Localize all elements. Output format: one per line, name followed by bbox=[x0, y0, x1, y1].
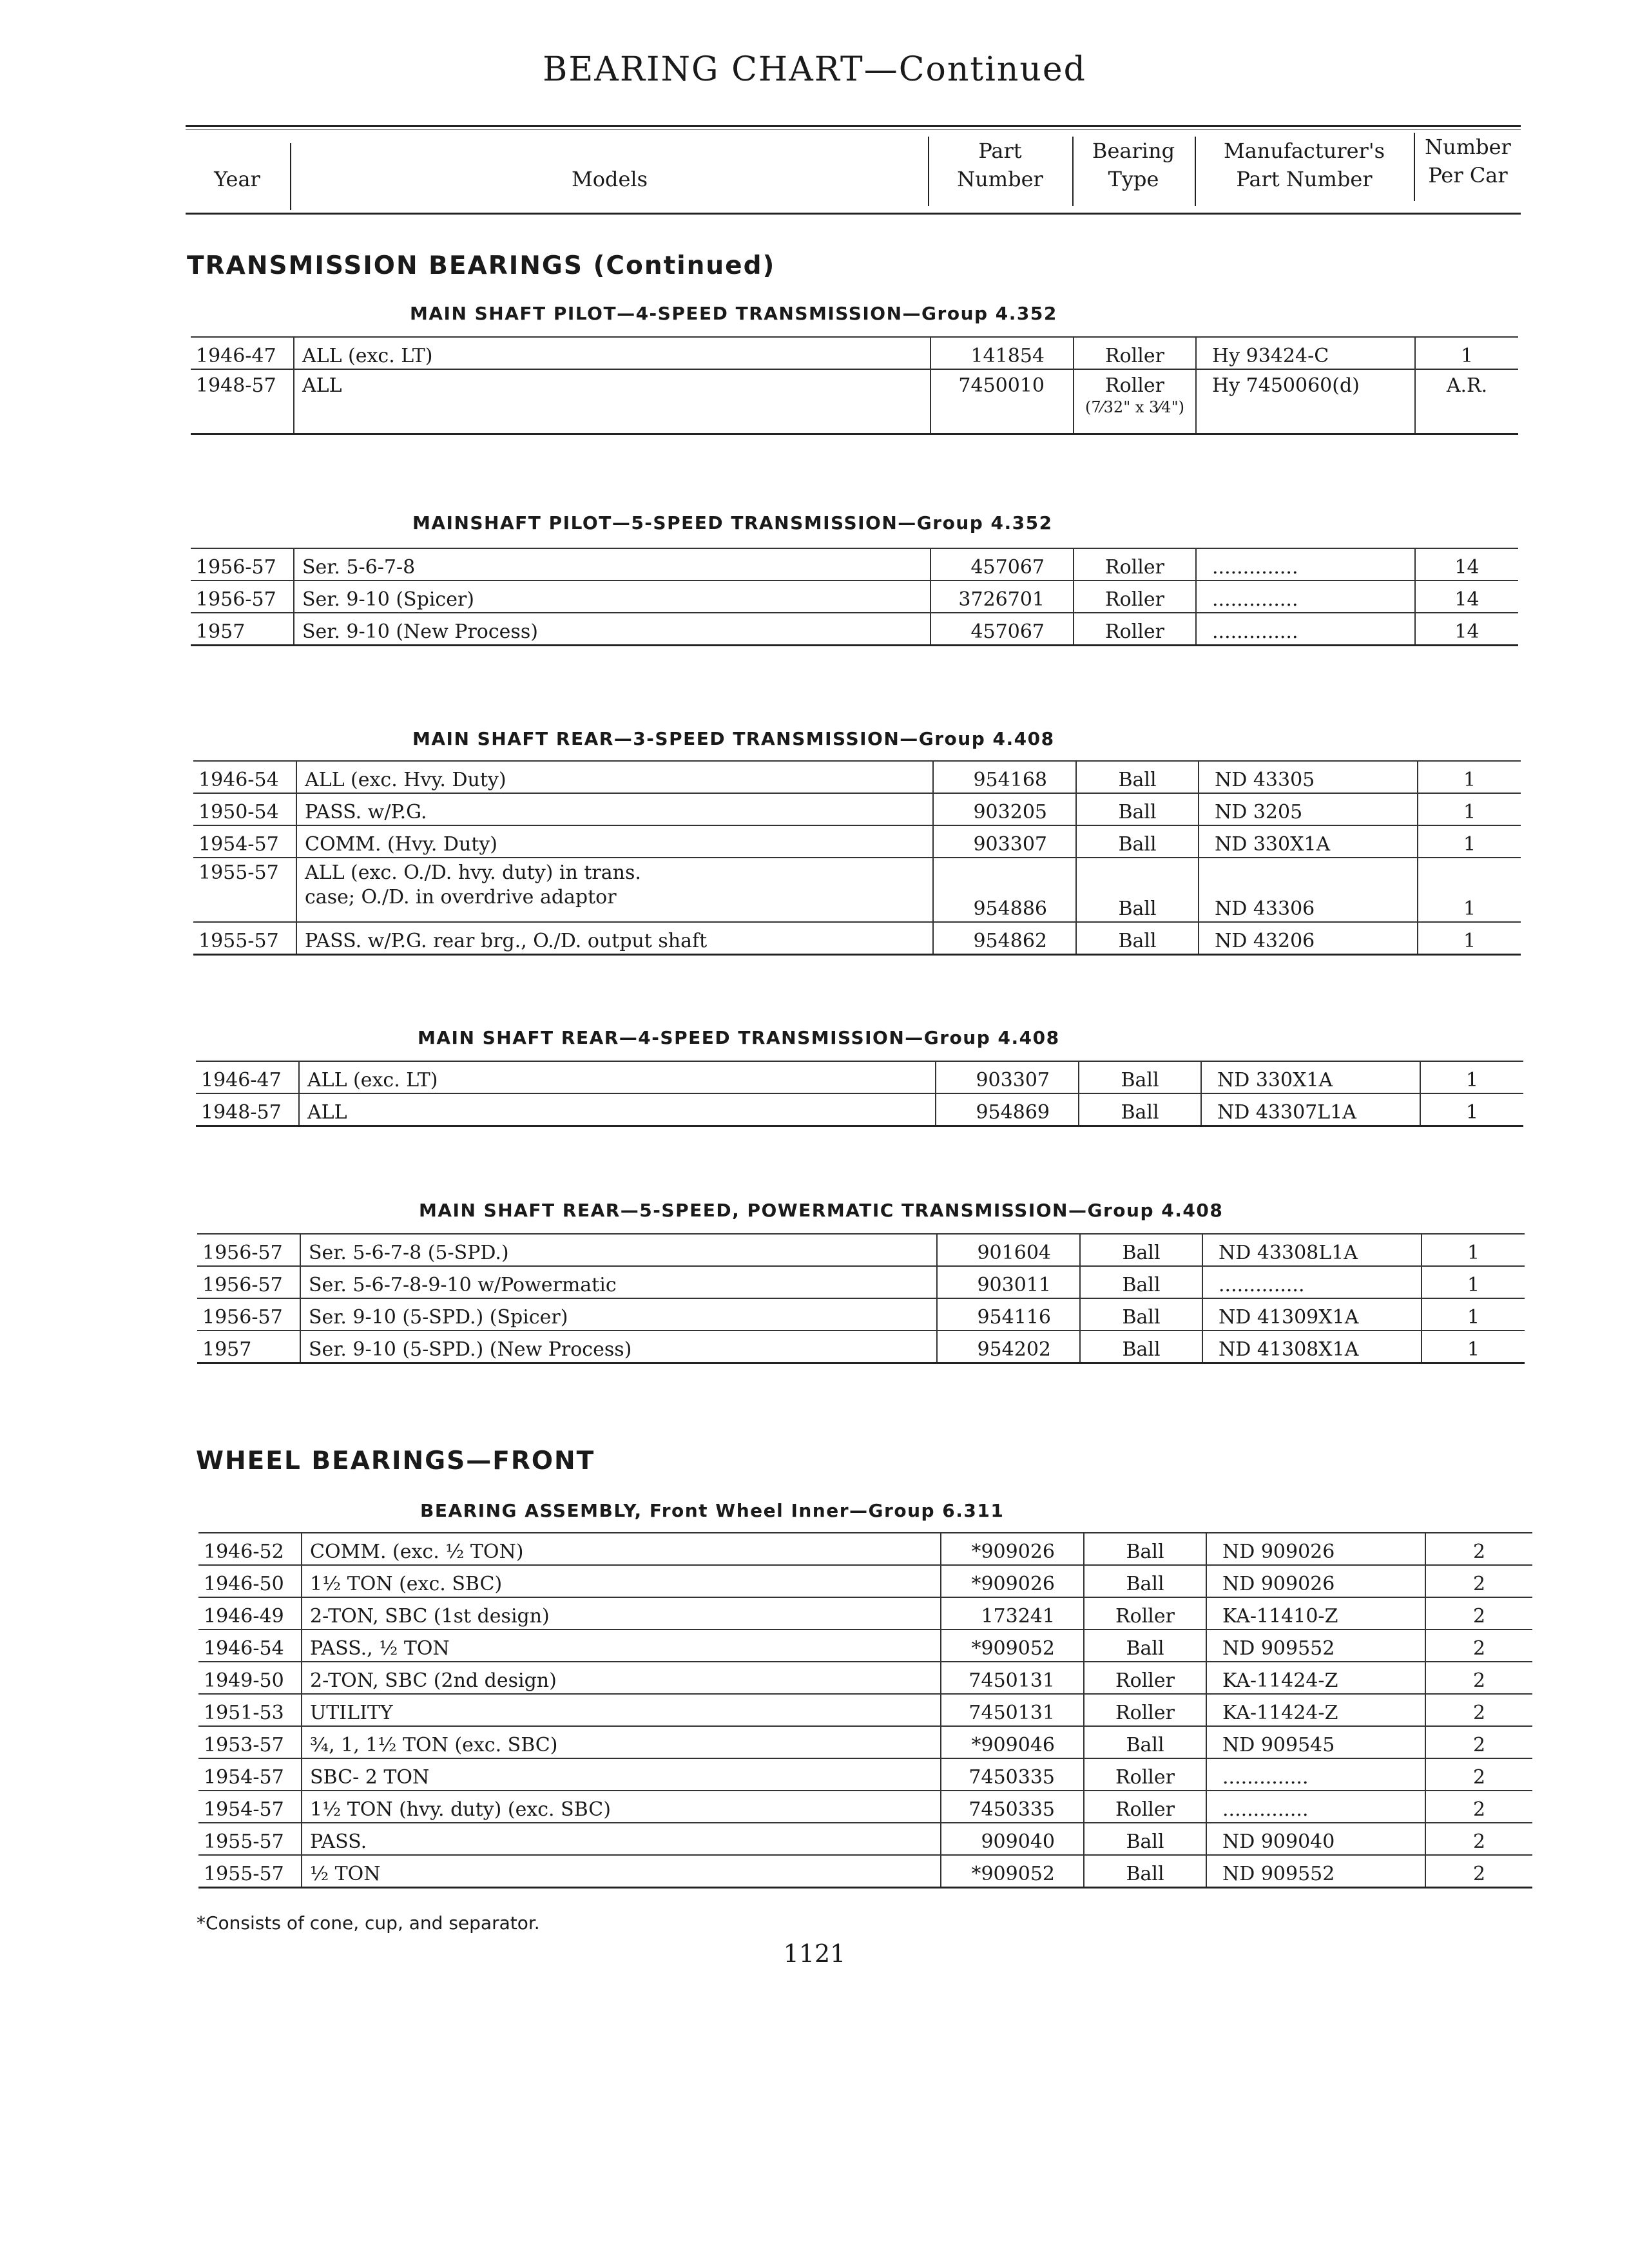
cell-year: 1946-54 bbox=[198, 1629, 302, 1662]
column-header-year bbox=[186, 137, 289, 211]
column-header-mfr-part-number bbox=[1196, 137, 1412, 211]
cell-models: Ser. 5-6-7-8 (5-SPD.) bbox=[300, 1234, 937, 1266]
bearing-table-front-wheel-inner bbox=[198, 1532, 1532, 1888]
cell-part-number: 7450335 bbox=[941, 1791, 1084, 1823]
cell-part-number: 954869 bbox=[936, 1093, 1079, 1126]
cell-models: PASS. w/P.G. rear brg., O./D. output shaft bbox=[296, 922, 933, 955]
cell-year: 1948-57 bbox=[196, 1093, 299, 1126]
table-row bbox=[198, 1629, 1532, 1662]
column-header-part-line2: Number bbox=[957, 167, 1043, 191]
cell-part-number: 954202 bbox=[937, 1331, 1080, 1363]
cell-models: Ser. 9-10 (5-SPD.) (Spicer) bbox=[300, 1298, 937, 1331]
cell-number-per-car: 1 bbox=[1420, 1093, 1523, 1126]
table-row bbox=[193, 761, 1521, 793]
table-title: MAINSHAFT PILOT—5-SPEED TRANSMISSION—Group 4.352 bbox=[412, 512, 1053, 533]
cell-models: 1½ TON (exc. SBC) bbox=[302, 1565, 941, 1597]
cell-bearing-type: Ball bbox=[1084, 1533, 1206, 1565]
cell-number-per-car: 2 bbox=[1425, 1791, 1532, 1823]
cell-models: UTILITY bbox=[302, 1694, 941, 1726]
cell-mfr-part-number: ND 909026 bbox=[1206, 1533, 1425, 1565]
cell-mfr-part-number: ND 43307L1A bbox=[1201, 1093, 1420, 1126]
table-row bbox=[193, 858, 1521, 922]
cell-number-per-car: 2 bbox=[1425, 1694, 1532, 1726]
column-header-bearing-type bbox=[1074, 137, 1193, 211]
cell-year: 1955-57 bbox=[193, 858, 296, 922]
cell-bearing-type: Ball bbox=[1080, 1298, 1202, 1331]
bearing-table-main-shaft-rear-3-speed bbox=[193, 760, 1521, 956]
cell-year: 1953-57 bbox=[198, 1726, 302, 1758]
table-row bbox=[191, 581, 1518, 613]
cell-models: Ser. 5-6-7-8 bbox=[294, 548, 930, 581]
cell-number-per-car: 2 bbox=[1425, 1565, 1532, 1597]
cell-number-per-car: 1 bbox=[1422, 1234, 1525, 1266]
cell-year: 1946-47 bbox=[196, 1061, 299, 1093]
table-title: MAIN SHAFT PILOT—4-SPEED TRANSMISSION—Group 4.352 bbox=[410, 303, 1057, 324]
cell-models: 1½ TON (hvy. duty) (exc. SBC) bbox=[302, 1791, 941, 1823]
cell-number-per-car: 1 bbox=[1422, 1331, 1525, 1363]
table-row bbox=[197, 1234, 1525, 1266]
cell-part-number: 7450010 bbox=[930, 369, 1074, 434]
cell-bearing-type: Ball bbox=[1079, 1093, 1201, 1126]
cell-bearing-type: Roller bbox=[1084, 1791, 1206, 1823]
section-title-transmission-bearings: TRANSMISSION BEARINGS (Continued) bbox=[187, 251, 776, 280]
cell-bearing-type: Ball bbox=[1076, 858, 1199, 922]
cell-mfr-part-number: Hy 93424-C bbox=[1196, 337, 1415, 369]
cell-bearing-type: Ball bbox=[1080, 1234, 1202, 1266]
cell-year: 1946-47 bbox=[191, 337, 294, 369]
cell-number-per-car: 1 bbox=[1420, 1061, 1523, 1093]
cell-number-per-car: 1 bbox=[1418, 825, 1521, 858]
cell-bearing-type: Roller bbox=[1084, 1694, 1206, 1726]
cell-mfr-part-number: ND 43308L1A bbox=[1202, 1234, 1422, 1266]
cell-number-per-car: 1 bbox=[1418, 922, 1521, 955]
cell-number-per-car: 1 bbox=[1415, 337, 1518, 369]
table-title: BEARING ASSEMBLY, Front Wheel Inner—Group 6.311 bbox=[420, 1500, 1005, 1521]
cell-models: ALL bbox=[299, 1093, 936, 1126]
cell-number-per-car: 14 bbox=[1415, 548, 1518, 581]
cell-part-number: *909052 bbox=[941, 1855, 1084, 1888]
bearing-table-mainshaft-pilot-5-speed bbox=[191, 548, 1518, 646]
cell-models: PASS. w/P.G. bbox=[296, 793, 933, 825]
table-row bbox=[193, 825, 1521, 858]
table-row bbox=[198, 1855, 1532, 1888]
cell-mfr-part-number: KA-11424-Z bbox=[1206, 1694, 1425, 1726]
cell-part-number: 954886 bbox=[933, 858, 1076, 922]
cell-mfr-part-number: ND 43306 bbox=[1199, 858, 1418, 922]
cell-part-number: 909040 bbox=[941, 1823, 1084, 1855]
cell-bearing-type: Ball bbox=[1084, 1855, 1206, 1888]
cell-models: ½ TON bbox=[302, 1855, 941, 1888]
cell-part-number: 7450131 bbox=[941, 1694, 1084, 1726]
cell-bearing-type: Roller bbox=[1074, 548, 1196, 581]
cell-part-number: *909026 bbox=[941, 1565, 1084, 1597]
cell-part-number: *909046 bbox=[941, 1726, 1084, 1758]
cell-year: 1946-52 bbox=[198, 1533, 302, 1565]
cell-part-number: 7450131 bbox=[941, 1662, 1084, 1694]
cell-year: 1955-57 bbox=[198, 1823, 302, 1855]
cell-part-number: 457067 bbox=[930, 548, 1074, 581]
table-row bbox=[197, 1266, 1525, 1298]
table-title: MAIN SHAFT REAR—3-SPEED TRANSMISSION—Group 4.408 bbox=[412, 728, 1055, 749]
cell-year: 1948-57 bbox=[191, 369, 294, 434]
cell-year: 1951-53 bbox=[198, 1694, 302, 1726]
cell-year: 1949-50 bbox=[198, 1662, 302, 1694]
cell-bearing-type: Roller bbox=[1084, 1597, 1206, 1629]
table-row bbox=[193, 922, 1521, 955]
cell-part-number: 457067 bbox=[930, 613, 1074, 646]
cell-mfr-part-number: .............. bbox=[1196, 613, 1415, 646]
column-header-part-line1: Part bbox=[978, 139, 1022, 163]
cell-year: 1954-57 bbox=[193, 825, 296, 858]
cell-mfr-part-number: ND 909040 bbox=[1206, 1823, 1425, 1855]
cell-part-number: 903307 bbox=[936, 1061, 1079, 1093]
cell-mfr-part-number: ND 41308X1A bbox=[1202, 1331, 1422, 1363]
cell-number-per-car: 2 bbox=[1425, 1726, 1532, 1758]
cell-bearing-type: Ball bbox=[1080, 1331, 1202, 1363]
cell-mfr-part-number: ND 43206 bbox=[1199, 922, 1418, 955]
table-row bbox=[191, 369, 1518, 434]
cell-models: Ser. 9-10 (5-SPD.) (New Process) bbox=[300, 1331, 937, 1363]
cell-number-per-car: 2 bbox=[1425, 1823, 1532, 1855]
cell-bearing-type: Ball bbox=[1080, 1266, 1202, 1298]
cell-mfr-part-number: ND 3205 bbox=[1199, 793, 1418, 825]
cell-models: COMM. (exc. ½ TON) bbox=[302, 1533, 941, 1565]
cell-bearing-type: Ball bbox=[1084, 1726, 1206, 1758]
cell-part-number: 954116 bbox=[937, 1298, 1080, 1331]
cell-mfr-part-number: .............. bbox=[1206, 1791, 1425, 1823]
cell-year: 1956-57 bbox=[191, 548, 294, 581]
cell-models: Ser. 9-10 (New Process) bbox=[294, 613, 930, 646]
table-title: MAIN SHAFT REAR—5-SPEED, POWERMATIC TRANSMISSION—Group 4.408 bbox=[419, 1200, 1224, 1221]
cell-bearing-type: Ball bbox=[1076, 922, 1199, 955]
column-header-type-line2: Type bbox=[1108, 167, 1159, 191]
cell-mfr-part-number: ND 41309X1A bbox=[1202, 1298, 1422, 1331]
cell-models: COMM. (Hvy. Duty) bbox=[296, 825, 933, 858]
page-title: BEARING CHART—Continued bbox=[543, 50, 1086, 89]
cell-models: PASS. bbox=[302, 1823, 941, 1855]
table-row bbox=[193, 793, 1521, 825]
bearing-table-main-shaft-pilot-4-speed bbox=[191, 336, 1518, 435]
cell-mfr-part-number: ND 909545 bbox=[1206, 1726, 1425, 1758]
table-row bbox=[191, 337, 1518, 369]
table-row bbox=[196, 1093, 1523, 1126]
table-row bbox=[197, 1298, 1525, 1331]
column-header-type-line1: Bearing bbox=[1092, 139, 1175, 163]
cell-bearing-type: Roller bbox=[1074, 337, 1196, 369]
cell-models: 2-TON, SBC (2nd design) bbox=[302, 1662, 941, 1694]
cell-bearing-type: Roller bbox=[1084, 1758, 1206, 1791]
cell-part-number: *909052 bbox=[941, 1629, 1084, 1662]
cell-year: 1954-57 bbox=[198, 1758, 302, 1791]
cell-part-number: 954862 bbox=[933, 922, 1076, 955]
cell-mfr-part-number: ND 909026 bbox=[1206, 1565, 1425, 1597]
table-title: MAIN SHAFT REAR—4-SPEED TRANSMISSION—Group 4.408 bbox=[418, 1027, 1060, 1048]
bearing-table-main-shaft-rear-5-speed-powermatic bbox=[197, 1233, 1525, 1364]
cell-year: 1955-57 bbox=[193, 922, 296, 955]
cell-mfr-part-number: ND 909552 bbox=[1206, 1855, 1425, 1888]
cell-models: ALL (exc. O./D. hvy. duty) in trans. case; O./D. in overdrive adaptor bbox=[296, 858, 933, 922]
cell-year: 1954-57 bbox=[198, 1791, 302, 1823]
cell-bearing-type: Ball bbox=[1084, 1629, 1206, 1662]
cell-bearing-type: Ball bbox=[1076, 793, 1199, 825]
cell-bearing-type: Ball bbox=[1084, 1565, 1206, 1597]
cell-bearing-type: Ball bbox=[1076, 825, 1199, 858]
cell-models: Ser. 9-10 (Spicer) bbox=[294, 581, 930, 613]
footnote: *Consists of cone, cup, and separator. bbox=[197, 1912, 540, 1934]
cell-number-per-car: 1 bbox=[1418, 858, 1521, 922]
cell-year: 1946-54 bbox=[193, 761, 296, 793]
cell-part-number: 3726701 bbox=[930, 581, 1074, 613]
bearing-table-main-shaft-rear-4-speed bbox=[196, 1061, 1523, 1127]
column-header-num-line1: Number bbox=[1425, 135, 1511, 159]
cell-bearing-type: Roller bbox=[1084, 1662, 1206, 1694]
column-header-mfr-line2: Part Number bbox=[1236, 167, 1373, 191]
cell-bearing-type: Ball bbox=[1079, 1061, 1201, 1093]
column-header-year-label: Year bbox=[214, 167, 260, 191]
table-row bbox=[191, 548, 1518, 581]
table-row bbox=[198, 1565, 1532, 1597]
cell-year: 1957 bbox=[191, 613, 294, 646]
cell-mfr-part-number: KA-11410-Z bbox=[1206, 1597, 1425, 1629]
cell-part-number: 954168 bbox=[933, 761, 1076, 793]
cell-year: 1946-50 bbox=[198, 1565, 302, 1597]
cell-number-per-car: 1 bbox=[1422, 1266, 1525, 1298]
table-row bbox=[198, 1694, 1532, 1726]
table-row bbox=[198, 1726, 1532, 1758]
cell-part-number: 901604 bbox=[937, 1234, 1080, 1266]
column-header-mfr-line1: Manufacturer's bbox=[1223, 139, 1385, 163]
cell-number-per-car: 1 bbox=[1418, 793, 1521, 825]
cell-number-per-car: 2 bbox=[1425, 1758, 1532, 1791]
page-number: 1121 bbox=[783, 1939, 846, 1968]
cell-mfr-part-number: .............. bbox=[1206, 1758, 1425, 1791]
cell-year: 1957 bbox=[197, 1331, 300, 1363]
table-row bbox=[198, 1823, 1532, 1855]
header-bottom-rule bbox=[186, 213, 1521, 215]
bearing-type-label: Roller bbox=[1105, 374, 1164, 397]
column-header-models bbox=[291, 137, 928, 211]
table-row bbox=[198, 1758, 1532, 1791]
cell-part-number: 903307 bbox=[933, 825, 1076, 858]
cell-bearing-type bbox=[1074, 369, 1196, 434]
cell-mfr-part-number: .............. bbox=[1196, 581, 1415, 613]
cell-models: ALL (exc. Hvy. Duty) bbox=[296, 761, 933, 793]
cell-year: 1955-57 bbox=[198, 1855, 302, 1888]
section-title-wheel-bearings-front: WHEEL BEARINGS—FRONT bbox=[196, 1446, 595, 1475]
cell-bearing-type: Ball bbox=[1084, 1823, 1206, 1855]
cell-number-per-car: 2 bbox=[1425, 1855, 1532, 1888]
cell-bearing-type: Roller bbox=[1074, 581, 1196, 613]
cell-year: 1956-57 bbox=[197, 1234, 300, 1266]
table-row bbox=[198, 1533, 1532, 1565]
cell-models: SBC- 2 TON bbox=[302, 1758, 941, 1791]
table-row bbox=[198, 1662, 1532, 1694]
cell-mfr-part-number: KA-11424-Z bbox=[1206, 1662, 1425, 1694]
cell-part-number: 903011 bbox=[937, 1266, 1080, 1298]
cell-year: 1956-57 bbox=[197, 1266, 300, 1298]
cell-models: ¾, 1, 1½ TON (exc. SBC) bbox=[302, 1726, 941, 1758]
cell-mfr-part-number: ND 330X1A bbox=[1199, 825, 1418, 858]
cell-part-number: 141854 bbox=[930, 337, 1074, 369]
cell-part-number: 7450335 bbox=[941, 1758, 1084, 1791]
cell-number-per-car: 2 bbox=[1425, 1597, 1532, 1629]
cell-mfr-part-number: ND 43305 bbox=[1199, 761, 1418, 793]
cell-number-per-car: 2 bbox=[1425, 1533, 1532, 1565]
cell-number-per-car: 1 bbox=[1418, 761, 1521, 793]
cell-part-number: 903205 bbox=[933, 793, 1076, 825]
cell-models: ALL (exc. LT) bbox=[294, 337, 930, 369]
cell-part-number: *909026 bbox=[941, 1533, 1084, 1565]
cell-models: ALL bbox=[294, 369, 930, 434]
cell-year: 1956-57 bbox=[197, 1298, 300, 1331]
cell-mfr-part-number: .............. bbox=[1202, 1266, 1422, 1298]
cell-models: 2-TON, SBC (1st design) bbox=[302, 1597, 941, 1629]
table-row bbox=[197, 1331, 1525, 1363]
cell-models: ALL (exc. LT) bbox=[299, 1061, 936, 1093]
table-row bbox=[191, 613, 1518, 646]
cell-mfr-part-number: ND 909552 bbox=[1206, 1629, 1425, 1662]
cell-mfr-part-number: Hy 7450060(d) bbox=[1196, 369, 1415, 434]
cell-year: 1950-54 bbox=[193, 793, 296, 825]
column-header-part-number bbox=[929, 137, 1071, 211]
cell-mfr-part-number: .............. bbox=[1196, 548, 1415, 581]
cell-number-per-car: A.R. bbox=[1415, 369, 1518, 434]
cell-mfr-part-number: ND 330X1A bbox=[1201, 1061, 1420, 1093]
table-row bbox=[198, 1597, 1532, 1629]
cell-year: 1946-49 bbox=[198, 1597, 302, 1629]
cell-models: Ser. 5-6-7-8-9-10 w/Powermatic bbox=[300, 1266, 937, 1298]
column-header-models-label: Models bbox=[571, 167, 648, 191]
cell-models: PASS., ½ TON bbox=[302, 1629, 941, 1662]
cell-part-number: 173241 bbox=[941, 1597, 1084, 1629]
cell-number-per-car: 2 bbox=[1425, 1662, 1532, 1694]
table-row bbox=[198, 1791, 1532, 1823]
column-header-number-per-car bbox=[1415, 133, 1521, 207]
column-header-num-line2: Per Car bbox=[1428, 163, 1508, 187]
cell-bearing-type: Ball bbox=[1076, 761, 1199, 793]
table-row bbox=[196, 1061, 1523, 1093]
cell-bearing-type: Roller bbox=[1074, 613, 1196, 646]
cell-year: 1956-57 bbox=[191, 581, 294, 613]
cell-number-per-car: 1 bbox=[1422, 1298, 1525, 1331]
cell-number-per-car: 14 bbox=[1415, 613, 1518, 646]
cell-number-per-car: 2 bbox=[1425, 1629, 1532, 1662]
header-top-rule bbox=[186, 125, 1521, 127]
cell-number-per-car: 14 bbox=[1415, 581, 1518, 613]
bearing-dimension-note: (7⁄32" x 3⁄4") bbox=[1085, 398, 1184, 416]
